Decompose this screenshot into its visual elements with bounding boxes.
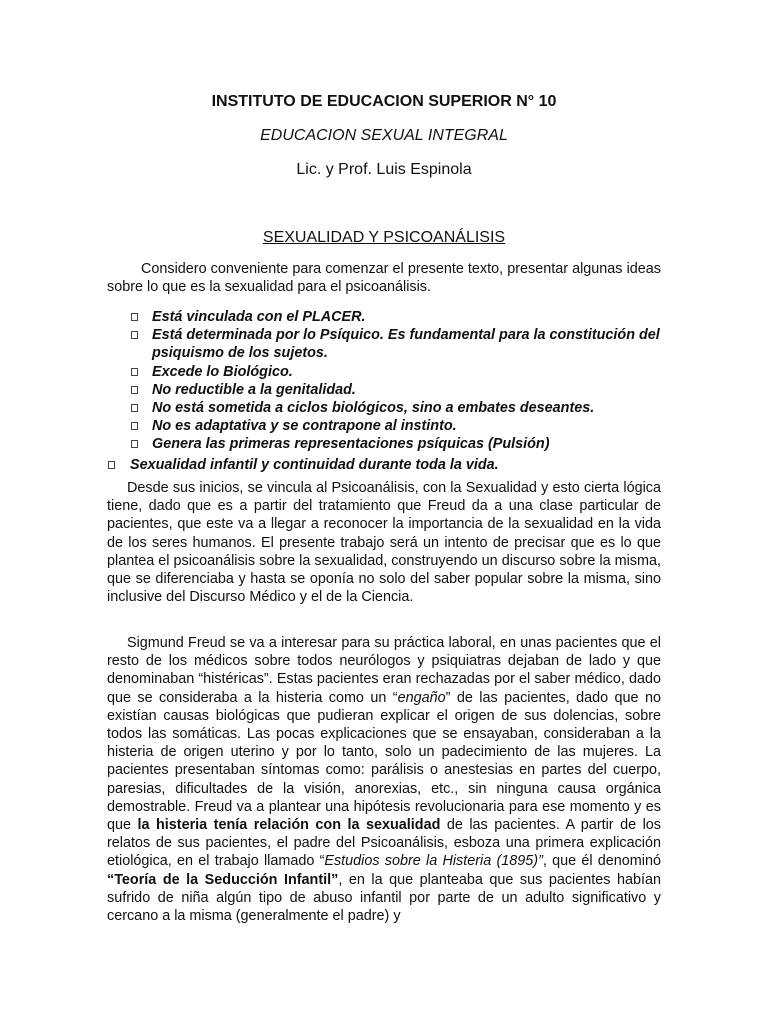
bullet-item [0, 381, 768, 399]
checkbox-bullet-icon [131, 422, 138, 430]
emphasis-teoria-seduccion: “Teoría de la Seducción Infantil” [107, 871, 339, 888]
subject-title: EDUCACION SEXUAL INTEGRAL [260, 127, 508, 144]
bullet-item [0, 435, 768, 453]
paragraph-2-text: , que él denominó [542, 853, 661, 870]
emphasis-engano: engaño [397, 689, 446, 706]
bullet-text: Está determinada por lo Psíquico. Es fundamental para la constitución del psiquismo de los sujetos. [152, 327, 660, 362]
checkbox-bullet-icon [131, 386, 138, 394]
checkbox-bullet-icon [108, 461, 115, 469]
bullet-item [0, 363, 768, 381]
bullet-item [0, 417, 768, 435]
author-line: Lic. y Prof. Luis Espinola [296, 161, 472, 178]
checkbox-bullet-icon [131, 404, 138, 412]
paragraph-1-text: Desde sus inicios, se vincula al Psicoanálisis, con la Sexualidad y esto cierta lógica tiene, dado que es a partir del tratamiento que Freud da a una clase particular de pacientes, que este va a llegar a reconocer la importancia de la sexualidad en la vida de los seres humanos. El presente trabajo será un intento de precisar que es lo que plantea el psicoanálisis sobre la sexualidad, construyendo un discurso sobre la misma, que se diferenciaba y hasta se oponía no solo del saber popular sobre la misma, sino inclusive del Discurso Médico y el de la Ciencia. [107, 480, 661, 606]
checkbox-bullet-icon [131, 368, 138, 376]
bullet-text: Sexualidad infantil y continuidad durante toda la vida. [130, 456, 499, 473]
intro-paragraph [107, 260, 661, 296]
checkbox-bullet-icon [131, 313, 138, 321]
bullet-text: Genera las primeras representaciones psíquicas (Pulsión) [152, 436, 550, 453]
bullet-item [0, 456, 768, 474]
bullet-text: No está sometida a ciclos biológicos, sino a embates deseantes. [152, 400, 595, 417]
paragraph-2-text: ” de las pacientes, dado que no existían causas biológicas que pudieran explicar el origen de sus dolencias, sobre todos las somáticas. Las pocas explicaciones que se ensayaban, consideraban a la histeria de origen uterino y por lo tanto, solo un padecimiento de las mujeres. La pacientes presentaban síntomas como: parálisis o anestesias en partes del cuerpo, paresias, dificultades de la visión, anorexias, etc., sin ninguna causa orgánica demostrable. Freud va a plantear una hipótesis revolucionaria para ese momento y es que [107, 689, 661, 834]
paragraph-2-text: de las pacientes. A partir de los relatos de sus pacientes, el padre del Psicoanálisis, esboza una primera explicación etiológica, en el trabajo llamado “ [107, 817, 661, 870]
emphasis-histeria-sexualidad: la histeria tenía relación con la sexualidad [137, 817, 441, 834]
bullet-text: No reductible a la genitalidad. [152, 381, 356, 398]
bullet-item [0, 399, 768, 417]
bullet-text: Excede lo Biológico. [152, 363, 293, 380]
intro-text: Considero conveniente para comenzar el presente texto, presentar algunas ideas sobre lo que es la sexualidad para el psicoanálisis. [107, 261, 661, 296]
bullet-item [0, 308, 768, 326]
section-title: SEXUALIDAD Y PSICOANÁLISIS [262, 229, 506, 246]
emphasis-estudios-histeria: Estudios sobre la Histeria (1895)” [324, 853, 543, 870]
body-paragraph-1 [107, 479, 661, 606]
checkbox-bullet-icon [131, 331, 138, 339]
bullet-list [0, 308, 768, 474]
institute-title: INSTITUTO DE EDUCACION SUPERIOR N° 10 [211, 93, 557, 110]
bullet-text: Está vinculada con el PLACER. [152, 309, 366, 325]
bullet-item [0, 326, 768, 362]
bullet-text: No es adaptativa y se contrapone al instinto. [152, 418, 457, 435]
body-paragraph-2 [107, 634, 661, 925]
paragraph-2-text: , en la que planteaba que sus pacientes habían sufrido de niña algún tipo de abuso infantil por parte de un adulto significativo y cercano a la misma (generalmente el padre) y [107, 871, 661, 925]
checkbox-bullet-icon [131, 440, 138, 448]
paragraph-2-text: Sigmund Freud se va a interesar para su práctica laboral, en unas pacientes que el resto de los médicos sobre todos neurólogos y psiquiatras dejaban de lado y que denominaban “histéricas”. Estas pacientes eran rechazadas por el saber médico, dado que se consideraba a la histeria como un “ [107, 635, 661, 706]
